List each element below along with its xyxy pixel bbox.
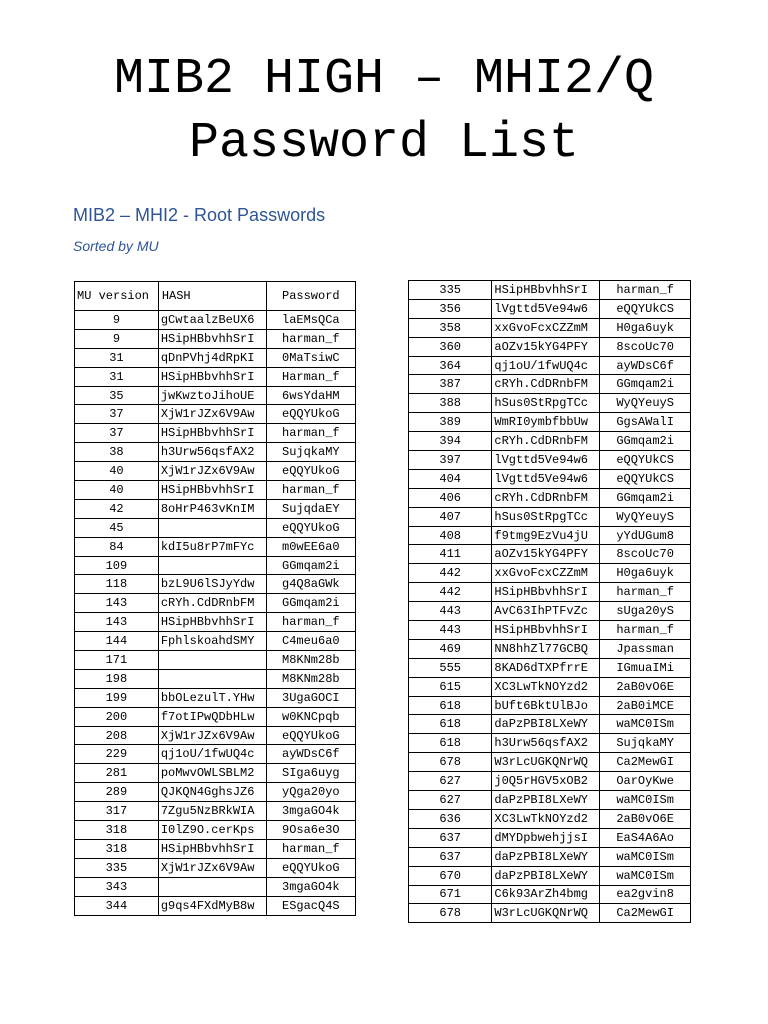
password-cell: M8KNm28b <box>266 651 355 670</box>
table-row <box>75 726 356 745</box>
password-cell: ea2gvin8 <box>600 885 691 904</box>
hash-cell: XjW1rJZx6V9Aw <box>158 726 266 745</box>
hash-cell: lVgttd5Ve94w6 <box>492 299 600 318</box>
table-row <box>409 658 691 677</box>
table-row <box>75 329 356 348</box>
mu-cell: 31 <box>75 348 159 367</box>
mu-cell: 143 <box>75 594 159 613</box>
hash-cell: daPzPBI8LXeWY <box>492 791 600 810</box>
table-row <box>409 281 691 300</box>
password-cell: 8scoUc70 <box>600 545 691 564</box>
table-row <box>409 583 691 602</box>
mu-cell: 443 <box>409 602 492 621</box>
password-cell: harman_f <box>266 613 355 632</box>
hash-cell: lVgttd5Ve94w6 <box>492 469 600 488</box>
mu-cell: 394 <box>409 432 492 451</box>
table-row <box>75 821 356 840</box>
table-row <box>75 802 356 821</box>
password-cell: GGmqam2i <box>266 594 355 613</box>
mu-cell: 397 <box>409 451 492 470</box>
table-row <box>75 462 356 481</box>
table-row <box>409 677 691 696</box>
password-cell: GgsAWalI <box>600 413 691 432</box>
mu-cell: 144 <box>75 632 159 651</box>
hash-cell: jwKwztoJihoUE <box>158 386 266 405</box>
password-cell: C4meu6a0 <box>266 632 355 651</box>
mu-cell: 637 <box>409 828 492 847</box>
hash-cell: dMYDpbwehjjsI <box>492 828 600 847</box>
hash-cell: f9tmg9EzVu4jU <box>492 526 600 545</box>
hash-cell: daPzPBI8LXeWY <box>492 715 600 734</box>
mu-cell: 9 <box>75 329 159 348</box>
mu-cell: 356 <box>409 299 492 318</box>
hash-cell: W3rLcUGKQNrWQ <box>492 904 600 923</box>
mu-cell: 408 <box>409 526 492 545</box>
hash-cell: daPzPBI8LXeWY <box>492 847 600 866</box>
mu-cell: 360 <box>409 337 492 356</box>
table-row <box>75 594 356 613</box>
hash-cell: xxGvoFcxCZZmM <box>492 564 600 583</box>
password-cell: ayWDsC6f <box>266 745 355 764</box>
hash-cell: aOZv15kYG4PFY <box>492 337 600 356</box>
mu-cell: 627 <box>409 791 492 810</box>
table-row <box>409 791 691 810</box>
table-row <box>75 518 356 537</box>
table-row <box>75 764 356 783</box>
mu-cell: 389 <box>409 413 492 432</box>
mu-cell: 442 <box>409 564 492 583</box>
mu-cell: 37 <box>75 424 159 443</box>
hash-cell <box>158 518 266 537</box>
hash-cell: HSipHBbvhhSrI <box>158 481 266 500</box>
hash-cell: bUft6BktUlBJo <box>492 696 600 715</box>
table-row <box>409 734 691 753</box>
table-row <box>409 621 691 640</box>
mu-cell: 627 <box>409 772 492 791</box>
hash-cell: qj1oU/1fwUQ4c <box>158 745 266 764</box>
password-cell: w0KNCpqb <box>266 707 355 726</box>
password-cell: 3mgaGO4k <box>266 802 355 821</box>
password-cell: WyQYeuyS <box>600 394 691 413</box>
password-cell: 2aB0vO6E <box>600 809 691 828</box>
hash-cell: bzL9U6lSJyYdw <box>158 575 266 594</box>
table-row <box>75 651 356 670</box>
password-cell: waMC0ISm <box>600 791 691 810</box>
mu-cell: 318 <box>75 839 159 858</box>
mu-cell: 636 <box>409 809 492 828</box>
hash-cell: kdI5u8rP7mFYc <box>158 537 266 556</box>
hash-cell: AvC63IhPTFvZc <box>492 602 600 621</box>
hash-cell: XC3LwTkNOYzd2 <box>492 677 600 696</box>
mu-cell: 358 <box>409 318 492 337</box>
table-row <box>409 753 691 772</box>
mu-cell: 404 <box>409 469 492 488</box>
table-row <box>409 639 691 658</box>
mu-cell: 40 <box>75 462 159 481</box>
mu-cell: 118 <box>75 575 159 594</box>
hash-cell: HSipHBbvhhSrI <box>158 839 266 858</box>
password-table-left <box>74 281 356 916</box>
header-mu-version: MU version <box>75 282 159 311</box>
table-row <box>75 424 356 443</box>
mu-cell: 84 <box>75 537 159 556</box>
password-cell: harman_f <box>266 839 355 858</box>
password-cell: SIga6uyg <box>266 764 355 783</box>
table-row <box>409 488 691 507</box>
password-cell: yYdUGum8 <box>600 526 691 545</box>
table-row <box>409 356 691 375</box>
mu-cell: 317 <box>75 802 159 821</box>
table-header-row <box>75 282 356 311</box>
table-row <box>409 847 691 866</box>
mu-cell: 343 <box>75 877 159 896</box>
hash-cell: lVgttd5Ve94w6 <box>492 451 600 470</box>
hash-cell: f7otIPwQDbHLw <box>158 707 266 726</box>
hash-cell: poMwvOWLSBLM2 <box>158 764 266 783</box>
title-line-1: MIB2 HIGH – MHI2/Q <box>113 51 655 108</box>
password-cell: H0ga6uyk <box>600 564 691 583</box>
hash-cell: C6k93ArZh4bmg <box>492 885 600 904</box>
mu-cell: 469 <box>409 639 492 658</box>
mu-cell: 281 <box>75 764 159 783</box>
mu-cell: 442 <box>409 583 492 602</box>
hash-cell <box>158 669 266 688</box>
password-cell: eQQYUkCS <box>600 451 691 470</box>
password-cell: OarOyKwe <box>600 772 691 791</box>
password-cell: laEMsQCa <box>266 311 355 330</box>
mu-cell: 335 <box>409 281 492 300</box>
mu-cell: 344 <box>75 896 159 915</box>
mu-cell: 555 <box>409 658 492 677</box>
mu-cell: 678 <box>409 753 492 772</box>
table-row <box>409 394 691 413</box>
table-row <box>409 696 691 715</box>
mu-cell: 637 <box>409 847 492 866</box>
table-row <box>75 688 356 707</box>
hash-cell: XjW1rJZx6V9Aw <box>158 858 266 877</box>
table-row <box>409 602 691 621</box>
hash-cell: XC3LwTkNOYzd2 <box>492 809 600 828</box>
password-cell: yQga20yo <box>266 783 355 802</box>
table-row <box>75 707 356 726</box>
mu-cell: 229 <box>75 745 159 764</box>
mu-cell: 618 <box>409 734 492 753</box>
table-row <box>75 783 356 802</box>
table-row <box>75 386 356 405</box>
hash-cell: g9qs4FXdMyB8w <box>158 896 266 915</box>
mu-cell: 318 <box>75 821 159 840</box>
password-cell: H0ga6uyk <box>600 318 691 337</box>
hash-cell: HSipHBbvhhSrI <box>158 367 266 386</box>
password-cell: eQQYUkoG <box>266 462 355 481</box>
mu-cell: 109 <box>75 556 159 575</box>
table-row <box>75 745 356 764</box>
mu-cell: 40 <box>75 481 159 500</box>
mu-cell: 37 <box>75 405 159 424</box>
password-cell: ayWDsC6f <box>600 356 691 375</box>
mu-cell: 335 <box>75 858 159 877</box>
password-cell: Ca2MewGI <box>600 753 691 772</box>
password-cell: harman_f <box>600 621 691 640</box>
table-row <box>409 318 691 337</box>
table-row <box>409 299 691 318</box>
mu-cell: 615 <box>409 677 492 696</box>
table-row <box>75 613 356 632</box>
hash-cell: qj1oU/1fwUQ4c <box>492 356 600 375</box>
password-cell: eQQYUkoG <box>266 405 355 424</box>
hash-cell: HSipHBbvhhSrI <box>492 583 600 602</box>
mu-cell: 198 <box>75 669 159 688</box>
table-row <box>75 556 356 575</box>
password-cell: GGmqam2i <box>600 488 691 507</box>
password-cell: 3mgaGO4k <box>266 877 355 896</box>
hash-cell: HSipHBbvhhSrI <box>158 613 266 632</box>
page-title <box>0 48 768 176</box>
password-cell: 3UgaGOCI <box>266 688 355 707</box>
table-row <box>75 575 356 594</box>
table-row <box>409 375 691 394</box>
password-cell: 6wsYdaHM <box>266 386 355 405</box>
mu-cell: 208 <box>75 726 159 745</box>
hash-cell: hSus0StRpgTCc <box>492 394 600 413</box>
mu-cell: 35 <box>75 386 159 405</box>
mu-cell: 42 <box>75 499 159 518</box>
hash-cell: cRYh.CdDRnbFM <box>492 488 600 507</box>
hash-cell: h3Urw56qsfAX2 <box>158 443 266 462</box>
password-cell: harman_f <box>266 329 355 348</box>
password-cell: 2aB0iMCE <box>600 696 691 715</box>
password-cell: harman_f <box>600 281 691 300</box>
mu-cell: 38 <box>75 443 159 462</box>
table-row <box>409 715 691 734</box>
hash-cell: cRYh.CdDRnbFM <box>158 594 266 613</box>
hash-cell: W3rLcUGKQNrWQ <box>492 753 600 772</box>
password-table-right <box>408 280 691 923</box>
hash-cell: cRYh.CdDRnbFM <box>492 432 600 451</box>
password-cell: waMC0ISm <box>600 847 691 866</box>
hash-cell <box>158 651 266 670</box>
password-cell: 9Osa6e3O <box>266 821 355 840</box>
mu-cell: 199 <box>75 688 159 707</box>
hash-cell: h3Urw56qsfAX2 <box>492 734 600 753</box>
hash-cell: I0lZ9O.cerKps <box>158 821 266 840</box>
hash-cell: gCwtaalzBeUX6 <box>158 311 266 330</box>
mu-cell: 443 <box>409 621 492 640</box>
sort-note: Sorted by MU <box>73 238 159 254</box>
table-row <box>75 877 356 896</box>
hash-cell: hSus0StRpgTCc <box>492 507 600 526</box>
mu-cell: 406 <box>409 488 492 507</box>
hash-cell: 8KAD6dTXPfrrE <box>492 658 600 677</box>
table-row <box>75 896 356 915</box>
password-cell: sUga20yS <box>600 602 691 621</box>
hash-cell <box>158 556 266 575</box>
hash-cell: XjW1rJZx6V9Aw <box>158 462 266 481</box>
hash-cell: NN8hhZl77GCBQ <box>492 639 600 658</box>
table-row <box>75 632 356 651</box>
mu-cell: 678 <box>409 904 492 923</box>
table-row <box>409 545 691 564</box>
hash-cell: HSipHBbvhhSrI <box>158 329 266 348</box>
mu-cell: 411 <box>409 545 492 564</box>
password-cell: eQQYUkCS <box>600 469 691 488</box>
password-cell: waMC0ISm <box>600 715 691 734</box>
hash-cell: 7Zgu5NzBRkWIA <box>158 802 266 821</box>
password-cell: eQQYUkCS <box>600 299 691 318</box>
table-row <box>409 885 691 904</box>
mu-cell: 671 <box>409 885 492 904</box>
table-row <box>75 669 356 688</box>
table-row <box>75 537 356 556</box>
mu-cell: 618 <box>409 696 492 715</box>
table-row <box>75 499 356 518</box>
password-cell: eQQYUkoG <box>266 518 355 537</box>
table-row <box>409 809 691 828</box>
hash-cell: HSipHBbvhhSrI <box>492 621 600 640</box>
password-cell: GGmqam2i <box>600 432 691 451</box>
password-cell: IGmuaIMi <box>600 658 691 677</box>
table-row <box>75 858 356 877</box>
header-password: Password <box>266 282 355 311</box>
password-cell: GGmqam2i <box>600 375 691 394</box>
table-row <box>75 839 356 858</box>
hash-cell: XjW1rJZx6V9Aw <box>158 405 266 424</box>
password-cell: SujqdaEY <box>266 499 355 518</box>
password-cell: SujqkaMY <box>600 734 691 753</box>
table-row <box>409 507 691 526</box>
mu-cell: 618 <box>409 715 492 734</box>
hash-cell: qDnPVhj4dRpKI <box>158 348 266 367</box>
mu-cell: 143 <box>75 613 159 632</box>
table-row <box>409 866 691 885</box>
password-cell: EaS4A6Ao <box>600 828 691 847</box>
table-row <box>409 828 691 847</box>
header-hash: HASH <box>158 282 266 311</box>
password-cell: g4Q8aGWk <box>266 575 355 594</box>
table-row <box>75 481 356 500</box>
password-cell: Jpassman <box>600 639 691 658</box>
hash-cell: bbOLezulT.YHw <box>158 688 266 707</box>
password-cell: Harman_f <box>266 367 355 386</box>
password-cell: harman_f <box>266 424 355 443</box>
hash-cell: HSipHBbvhhSrI <box>492 281 600 300</box>
password-cell: 2aB0vO6E <box>600 677 691 696</box>
table-row <box>409 526 691 545</box>
mu-cell: 289 <box>75 783 159 802</box>
table-row <box>409 337 691 356</box>
hash-cell: j0Q5rHGV5xOB2 <box>492 772 600 791</box>
hash-cell: daPzPBI8LXeWY <box>492 866 600 885</box>
table-row <box>409 904 691 923</box>
mu-cell: 388 <box>409 394 492 413</box>
password-cell: m0wEE6a0 <box>266 537 355 556</box>
table-row <box>409 413 691 432</box>
title-line-2: Password List <box>188 115 580 172</box>
hash-cell: 8oHrP463vKnIM <box>158 499 266 518</box>
table-row <box>75 311 356 330</box>
mu-cell: 364 <box>409 356 492 375</box>
password-cell: WyQYeuyS <box>600 507 691 526</box>
mu-cell: 407 <box>409 507 492 526</box>
table-row <box>409 564 691 583</box>
password-cell: waMC0ISm <box>600 866 691 885</box>
hash-cell: WmRI0ymbfbbUw <box>492 413 600 432</box>
mu-cell: 670 <box>409 866 492 885</box>
table-row <box>75 443 356 462</box>
mu-cell: 171 <box>75 651 159 670</box>
hash-cell: xxGvoFcxCZZmM <box>492 318 600 337</box>
table-row <box>409 432 691 451</box>
table-row <box>409 772 691 791</box>
password-cell: harman_f <box>266 481 355 500</box>
table-row <box>75 405 356 424</box>
password-cell: GGmqam2i <box>266 556 355 575</box>
mu-cell: 9 <box>75 311 159 330</box>
password-cell: harman_f <box>600 583 691 602</box>
hash-cell: FphlskoahdSMY <box>158 632 266 651</box>
section-heading: MIB2 – MHI2 - Root Passwords <box>73 205 326 225</box>
password-cell: M8KNm28b <box>266 669 355 688</box>
mu-cell: 387 <box>409 375 492 394</box>
table-row <box>75 348 356 367</box>
table-row <box>75 367 356 386</box>
hash-cell: QJKQN4GghsJZ6 <box>158 783 266 802</box>
hash-cell: cRYh.CdDRnbFM <box>492 375 600 394</box>
password-cell: 0MaTsiwC <box>266 348 355 367</box>
hash-cell <box>158 877 266 896</box>
table-row <box>409 469 691 488</box>
hash-cell: HSipHBbvhhSrI <box>158 424 266 443</box>
hash-cell: aOZv15kYG4PFY <box>492 545 600 564</box>
password-cell: eQQYUkoG <box>266 726 355 745</box>
password-cell: 8scoUc70 <box>600 337 691 356</box>
password-cell: ESgacQ4S <box>266 896 355 915</box>
password-cell: eQQYUkoG <box>266 858 355 877</box>
password-cell: Ca2MewGI <box>600 904 691 923</box>
mu-cell: 31 <box>75 367 159 386</box>
table-row <box>409 451 691 470</box>
mu-cell: 45 <box>75 518 159 537</box>
password-cell: SujqkaMY <box>266 443 355 462</box>
mu-cell: 200 <box>75 707 159 726</box>
